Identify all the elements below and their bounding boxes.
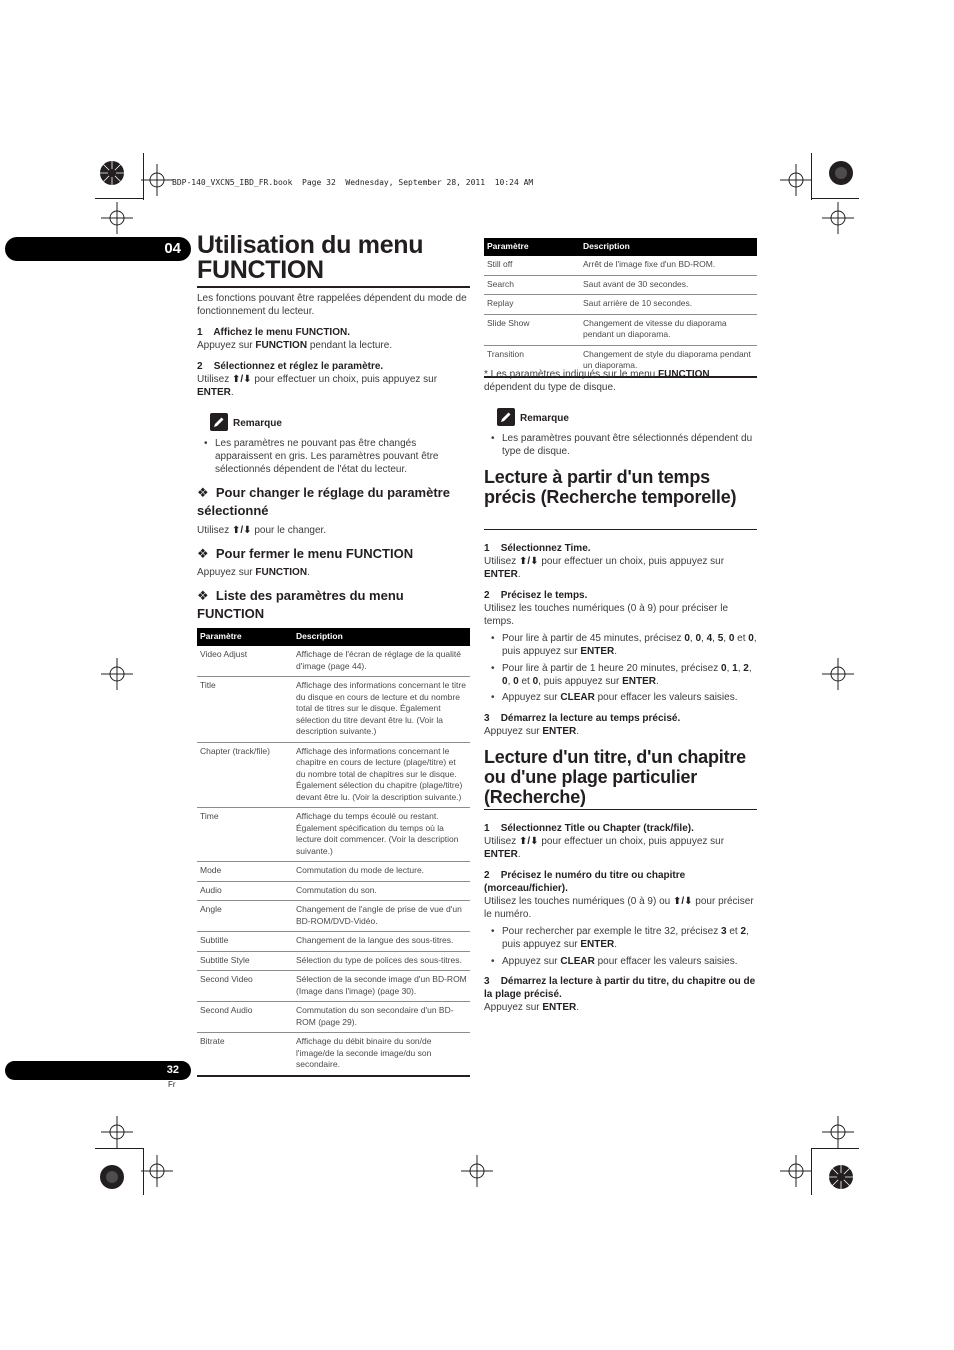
crosshair-target-icon — [139, 162, 175, 198]
step-2-text: Utilisez ⬆/⬇ pour effectuer un choix, puis appuyez sur ENTER. — [197, 374, 438, 398]
registration-mark-icon — [826, 1162, 856, 1192]
param-cell: Title — [197, 677, 293, 743]
note-heading: Remarque — [233, 418, 282, 429]
table-row — [197, 971, 470, 1002]
time-step-3-text: Appuyez sur ENTER. — [484, 726, 580, 737]
param-cell: Audio — [197, 881, 293, 901]
diamond-bullet-icon: ❖ — [197, 485, 216, 500]
crosshair-target-icon — [459, 1153, 495, 1189]
title-rule — [197, 286, 470, 288]
crosshair-target-icon — [820, 200, 856, 236]
crosshair-target-icon — [99, 200, 135, 236]
description-cell: Affichage de l'écran de réglage de la qualité d'image (page 44). — [293, 646, 470, 677]
description-cell: Saut arrière de 10 secondes. — [580, 295, 757, 315]
crosshair-target-icon — [820, 1114, 856, 1150]
table-row — [197, 1033, 470, 1076]
param-cell: Still off — [484, 256, 580, 275]
diamond-bullet-icon: ❖ — [197, 546, 216, 561]
step-1-text: Appuyez sur FUNCTION pendant la lecture. — [197, 340, 393, 351]
intro-text: Les fonctions pouvant être rappelées dépendent du mode de fonctionnement du lecteur. — [197, 293, 467, 317]
sub-heading-change: ❖ Pour changer le réglage du paramètre sélectionné — [197, 485, 450, 518]
step-2-heading: 2 Sélectionnez et réglez le paramètre. — [197, 361, 384, 372]
description-cell: Affichage des informations concernant le titre du disque en cours de lecture et du nombre total de titres sur le disque. Également sélection du titre devant être lu. (Voir la description suivante.) — [293, 677, 470, 743]
table-row — [197, 677, 470, 743]
up-down-arrow-icon: ⬆/⬇ — [519, 556, 539, 567]
section-rule — [484, 809, 757, 810]
description-cell: Affichage du débit binaire du son/de l'image/de la seconde image/du son secondaire. — [293, 1033, 470, 1076]
function-parameters-table-continued — [484, 238, 757, 378]
param-cell: Subtitle — [197, 932, 293, 952]
sub-heading-close: ❖ Pour fermer le menu FUNCTION — [197, 546, 414, 561]
page-number-tab: 32 — [5, 1061, 191, 1080]
param-cell: Replay — [484, 295, 580, 315]
sub-close-text: Appuyez sur FUNCTION. — [197, 567, 310, 578]
table-row — [197, 901, 470, 932]
time-step-3-heading: 3 Démarrez la lecture au temps précisé. — [484, 713, 681, 724]
time-step-1-text: Utilisez ⬆/⬇ pour effectuer un choix, puis appuyez sur ENTER. — [484, 556, 725, 580]
search-step-2-text: Utilisez les touches numériques (0 à 9) ou ⬆/⬇ pour préciser le numéro. — [484, 896, 754, 920]
description-cell: Sélection de la seconde image d'un BD-ROM (Image dans l'image) (page 30). — [293, 971, 470, 1002]
up-down-arrow-icon: ⬆/⬇ — [519, 836, 539, 847]
table-row — [197, 646, 470, 677]
table-row — [484, 295, 757, 315]
param-cell: Mode — [197, 862, 293, 882]
description-cell: Changement de la langue des sous-titres. — [293, 932, 470, 952]
registration-mark-icon — [97, 1162, 127, 1192]
page-title: Utilisation du menu FUNCTION — [197, 231, 424, 284]
param-cell: Time — [197, 808, 293, 862]
description-cell: Commutation du son secondaire d'un BD-ROM (page 29). — [293, 1002, 470, 1033]
crosshair-target-icon — [139, 1153, 175, 1189]
description-cell: Saut avant de 30 secondes. — [580, 275, 757, 295]
step-1-heading: 1 Affichez le menu FUNCTION. — [197, 327, 350, 338]
column-header-param: Paramètre — [197, 628, 293, 646]
registration-mark-icon — [826, 158, 856, 188]
language-label: Fr — [168, 1080, 176, 1089]
note-pencil-icon — [210, 413, 228, 431]
param-cell: Search — [484, 275, 580, 295]
table-row — [484, 256, 757, 275]
time-step-2-text: Utilisez les touches numériques (0 à 9) pour préciser le temps. — [484, 603, 728, 627]
search-step-1-text: Utilisez ⬆/⬇ pour effectuer un choix, puis appuyez sur ENTER. — [484, 836, 725, 860]
time-step-1-heading: 1 Sélectionnez Time. — [484, 543, 591, 554]
description-cell: Sélection du type de polices des sous-titres. — [293, 951, 470, 971]
param-cell: Second Audio — [197, 1002, 293, 1033]
param-cell: Bitrate — [197, 1033, 293, 1076]
search-bullet-1: • Pour rechercher par exemple le titre 32, précisez 3 et 2, puis appuyez sur ENTER. — [484, 925, 758, 951]
note-1-bullet: • Les paramètres ne pouvant pas être changés apparaissent en gris. Les paramètres pouvant être sélectionnés dépendent de l'état du lecteur. — [197, 437, 472, 476]
table-row — [484, 275, 757, 295]
table-row — [197, 932, 470, 952]
table-row — [197, 742, 470, 808]
section-heading-title-search: Lecture d'un titre, d'un chapitre ou d'une plage particulier (Recherche) — [484, 747, 746, 807]
param-cell: Second Video — [197, 971, 293, 1002]
note-pencil-icon — [497, 408, 515, 426]
book-header-line: BDP-140_VXCN5_IBD_FR.book Page 32 Wednesday, September 28, 2011 10:24 AM — [172, 178, 534, 187]
registration-mark-icon — [97, 158, 127, 188]
up-down-arrow-icon: ⬆/⬇ — [232, 525, 252, 536]
description-cell: Changement de style du diaporama pendant un diaporama. — [580, 345, 757, 377]
search-step-2-heading: 2 Précisez le numéro du titre ou chapitre (morceau/fichier). — [484, 870, 686, 894]
table-row — [197, 951, 470, 971]
crosshair-target-icon — [99, 656, 135, 692]
up-down-arrow-icon: ⬆/⬇ — [232, 374, 252, 385]
description-cell: Commutation du mode de lecture. — [293, 862, 470, 882]
diamond-bullet-icon: ❖ — [197, 588, 216, 603]
crosshair-target-icon — [99, 1114, 135, 1150]
description-cell: Changement de l'angle de prise de vue d'un BD-ROM/DVD-Vidéo. — [293, 901, 470, 932]
search-step-3-text: Appuyez sur ENTER. — [484, 1002, 580, 1013]
column-header-param: Paramètre — [484, 238, 580, 256]
table-row — [197, 1002, 470, 1033]
time-bullet-2: • Pour lire à partir de 1 heure 20 minutes, précisez 0, 1, 2, 0, 0 et 0, puis appuyez sur ENTER. — [484, 662, 758, 688]
function-parameters-table — [197, 628, 470, 1077]
column-header-desc: Description — [580, 238, 757, 256]
table-footnote: * Les paramètres indiqués sur le menu FUNCTION dépendent du type de disque. — [484, 369, 710, 393]
param-cell: Slide Show — [484, 314, 580, 345]
description-cell: Changement de vitesse du diaporama pendant un diaporama. — [580, 314, 757, 345]
time-bullet-3: • Appuyez sur CLEAR pour effacer les valeurs saisies. — [484, 691, 758, 704]
search-step-3-heading: 3 Démarrez la lecture à partir du titre, du chapitre ou de la plage précisé. — [484, 976, 756, 1000]
param-cell: Subtitle Style — [197, 951, 293, 971]
description-cell: Arrêt de l'image fixe d'un BD-ROM. — [580, 256, 757, 275]
description-cell: Affichage du temps écoulé ou restant. Également spécification du temps où la lecture doit commencer. (Voir la description suivante.) — [293, 808, 470, 862]
crosshair-target-icon — [778, 1153, 814, 1189]
crosshair-target-icon — [820, 656, 856, 692]
up-down-arrow-icon: ⬆/⬇ — [672, 896, 693, 907]
table-row — [197, 808, 470, 862]
table-row — [484, 314, 757, 345]
description-cell: Commutation du son. — [293, 881, 470, 901]
description-cell: Affichage des informations concernant le chapitre en cours de lecture (plage/titre) et du nombre total de chapitres sur le disque. Également sélection du chapitre (plage/titre) devant être lu. (Voir la description suivante.) — [293, 742, 470, 808]
param-cell: Chapter (track/file) — [197, 742, 293, 808]
column-header-desc: Description — [293, 628, 470, 646]
search-bullet-2: • Appuyez sur CLEAR pour effacer les valeurs saisies. — [484, 955, 758, 968]
search-step-1-heading: 1 Sélectionnez Title ou Chapter (track/file). — [484, 823, 694, 834]
table-row — [197, 862, 470, 882]
param-cell: Transition — [484, 345, 580, 377]
sub-change-text: Utilisez ⬆/⬇ pour le changer. — [197, 525, 327, 536]
table-row — [197, 881, 470, 901]
chapter-number-tab: 04 — [5, 237, 191, 261]
time-step-2-heading: 2 Précisez le temps. — [484, 590, 588, 601]
sub-heading-list: ❖ Liste des paramètres du menu FUNCTION — [197, 588, 404, 621]
time-bullet-1: • Pour lire à partir de 45 minutes, précisez 0, 0, 4, 5, 0 et 0, puis appuyez sur ENTER. — [484, 632, 758, 658]
crosshair-target-icon — [778, 162, 814, 198]
note-heading: Remarque — [520, 413, 569, 424]
param-cell: Video Adjust — [197, 646, 293, 677]
note-2-bullet: • Les paramètres pouvant être sélectionnés dépendent du type de disque. — [484, 432, 758, 458]
section-heading-time-search: Lecture à partir d'un temps précis (Recherche temporelle) — [484, 467, 737, 507]
param-cell: Angle — [197, 901, 293, 932]
section-rule — [484, 529, 757, 530]
